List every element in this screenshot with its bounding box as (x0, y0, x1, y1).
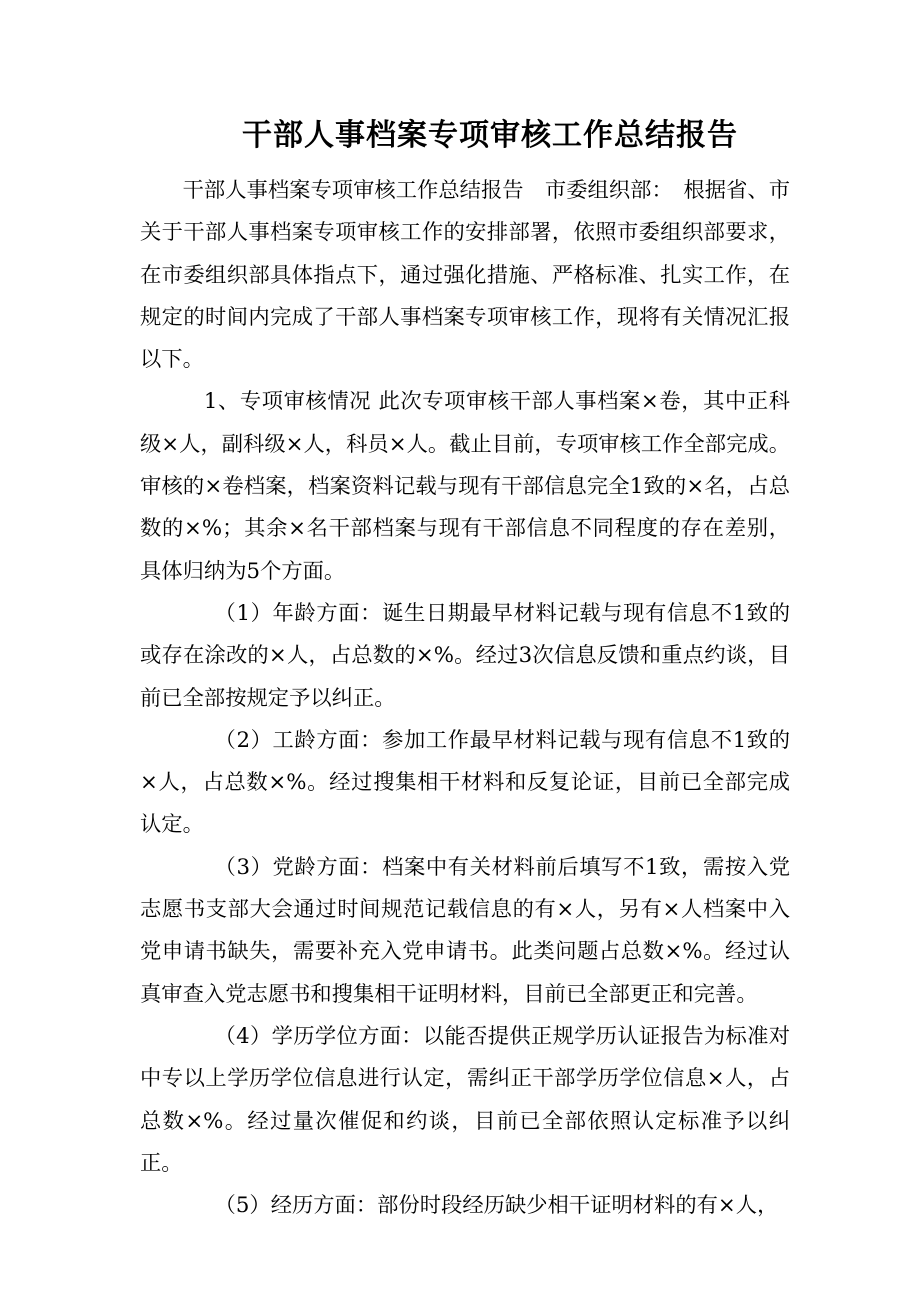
paragraph-intro: 干部人事档案专项审核工作总结报告 市委组织部： 根据省、市关于干部人事档案专项审核工作的安排部署，依照市委组织部要求，在市委组织部具体指点下，通过强化措施、严格标准、扎实工作，在规定的时间内完成了干部人事档案专项审核工作，现将有关情况汇报以下。 (140, 178, 790, 373)
paragraph-item-experience: （5）经历方面：部份时段经历缺少相干证明材料的有×人， (214, 1193, 779, 1219)
paragraph-item-education: （4）学历学位方面：以能否提供正规学历认证报告为标准对中专以上学历学位信息进行认定，需纠正干部学历学位信息×人，占总数×%。经过量次催促和约谈，目前已全部依照认定标准予以纠正。 (140, 1023, 790, 1176)
document-body (140, 170, 790, 1227)
paragraph-item-work-years: （2）工龄方面：参加工作最早材料记载与现有信息不1致的×人，占总数×%。经过搜集相干材料和反复论证，目前已全部完成认定。 (140, 727, 790, 838)
paragraph-section-1: 1、专项审核情况 此次专项审核干部人事档案×卷，其中正科级×人，副科级×人，科员×人。截止目前，专项审核工作全部完成。审核的×卷档案，档案资料记载与现有干部信息完全1致的×名，占总数的×%；其余×名干部档案与现有干部信息不同程度的存在差别，具体归纳为5个方面。 (140, 389, 790, 584)
document-title: 干部人事档案专项审核工作总结报告 (242, 118, 738, 153)
paragraph-item-age: （1）年龄方面：诞生日期最早材料记载与现有信息不1致的或存在涂改的×人，占总数的×%。经过3次信息反馈和重点约谈，目前已全部按规定予以纠正。 (140, 600, 790, 711)
paragraph-item-party-years: （3）党龄方面：档案中有关材料前后填写不1致，需按入党志愿书支部大会通过时间规范记载信息的有×人，另有×人档案中入党申请书缺失，需要补充入党申请书。此类问题占总数×%。经过认真审查入党志愿书和搜集相干证明材料，目前已全部更正和完善。 (140, 854, 790, 1007)
